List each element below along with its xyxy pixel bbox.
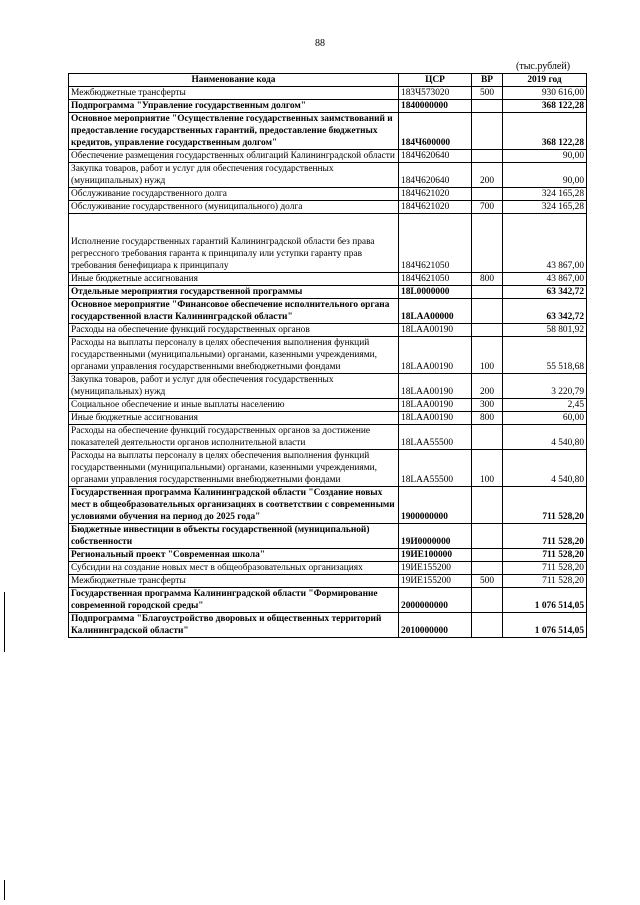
row-sum-cell: 43 867,00 (503, 273, 587, 286)
row-csr-cell: 19ИЕ155200 (399, 562, 472, 575)
row-csr-cell: 184Ч600000 (399, 113, 472, 150)
row-sum-cell: 3 220,79 (503, 374, 587, 399)
row-sum-cell: 711 528,20 (503, 575, 587, 588)
row-csr-cell: 1840000000 (399, 100, 472, 113)
table-row (69, 613, 587, 638)
table-row (69, 214, 587, 273)
row-vr-cell: 500 (472, 87, 503, 100)
row-sum-cell: 711 528,20 (503, 562, 587, 575)
row-name-cell: Обеспечение размещения государственных облигаций Калининградской области (69, 150, 399, 163)
budget-table (68, 73, 587, 638)
table-row (69, 324, 587, 337)
row-vr-cell: 300 (472, 399, 503, 412)
row-csr-cell: 18LAA55500 (399, 425, 472, 450)
row-csr-cell: 18L0000000 (399, 286, 472, 299)
row-sum-cell: 55 518,68 (503, 337, 587, 374)
row-name-cell: Основное мероприятие "Осуществление государственных заимствований и предоставление государственных гарантий, предоставление бюджетных кредитов, управление государственным долгом" (69, 113, 399, 150)
table-row (69, 273, 587, 286)
row-name-cell: Подпрограмма "Благоустройство дворовых и общественных территорий Калининградской области" (69, 613, 399, 638)
row-vr-cell (472, 425, 503, 450)
row-vr-cell (472, 613, 503, 638)
row-vr-cell (472, 487, 503, 524)
table-header-row (69, 74, 587, 87)
margin-mark-lower (4, 880, 5, 900)
row-vr-cell (472, 588, 503, 613)
table-row (69, 562, 587, 575)
table-row (69, 163, 587, 188)
row-name-cell: Закупка товаров, работ и услуг для обеспечения государственных (муниципальных) нужд (69, 163, 399, 188)
row-vr-cell (472, 286, 503, 299)
table-row (69, 412, 587, 425)
row-csr-cell: 18LAA00190 (399, 412, 472, 425)
row-csr-cell: 18LAA00190 (399, 374, 472, 399)
row-name-cell: Исполнение государственных гарантий Калининградской области без права регрессного требования гаранта к принципалу или уступки гаранту прав требования бенефициара к принципалу (69, 214, 399, 273)
row-vr-cell: 100 (472, 450, 503, 487)
row-vr-cell (472, 562, 503, 575)
row-name-cell: Основное мероприятие "Финансовое обеспечение исполнительного органа государственной власти Калининградской области" (69, 299, 399, 324)
row-sum-cell: 1 076 514,05 (503, 588, 587, 613)
row-sum-cell: 324 165,28 (503, 201, 587, 214)
row-name-cell: Отдельные мероприятия государственной программы (69, 286, 399, 299)
row-csr-cell: 2010000000 (399, 613, 472, 638)
row-sum-cell: 4 540,80 (503, 450, 587, 487)
row-sum-cell: 368 122,28 (503, 113, 587, 150)
table-row (69, 425, 587, 450)
row-csr-cell: 2000000000 (399, 588, 472, 613)
row-csr-cell: 183Ч573020 (399, 87, 472, 100)
row-csr-cell: 184Ч620640 (399, 163, 472, 188)
row-name-cell: Расходы на выплаты персоналу в целях обеспечения выполнения функций государственными (муниципальными) органами, казенными учреждениями, органами управления государственными внебюджетными фондами (69, 450, 399, 487)
table-row (69, 188, 587, 201)
header-name: Наименование кода (69, 74, 399, 87)
row-name-cell: Расходы на обеспечение функций государственных органов за достижение показателей деятельности органов исполнительной власти (69, 425, 399, 450)
row-sum-cell: 930 616,00 (503, 87, 587, 100)
row-vr-cell (472, 524, 503, 549)
row-name-cell: Обслуживание государственного (муниципального) долга (69, 201, 399, 214)
row-name-cell: Социальное обеспечение и иные выплаты населению (69, 399, 399, 412)
table-row (69, 575, 587, 588)
row-name-cell: Бюджетные инвестиции в объекты государственной (муниципальной) собственности (69, 524, 399, 549)
row-sum-cell: 63 342,72 (503, 299, 587, 324)
table-row (69, 487, 587, 524)
row-csr-cell: 18LAA55500 (399, 450, 472, 487)
table-row (69, 549, 587, 562)
row-vr-cell (472, 150, 503, 163)
page-number: 88 (315, 38, 325, 49)
table-row (69, 299, 587, 324)
row-sum-cell: 2,45 (503, 399, 587, 412)
row-sum-cell: 711 528,20 (503, 524, 587, 549)
table-row (69, 286, 587, 299)
table-row (69, 201, 587, 214)
table-row (69, 87, 587, 100)
row-name-cell: Межбюджетные трансферты (69, 575, 399, 588)
row-sum-cell: 711 528,20 (503, 487, 587, 524)
row-csr-cell: 18LAA00190 (399, 324, 472, 337)
margin-mark-upper (4, 592, 5, 652)
row-csr-cell: 184Ч621050 (399, 273, 472, 286)
row-vr-cell (472, 100, 503, 113)
units-label: (тыс.рублей) (516, 61, 571, 72)
row-sum-cell: 58 801,92 (503, 324, 587, 337)
row-name-cell: Подпрограмма "Управление государственным долгом" (69, 100, 399, 113)
row-name-cell: Закупка товаров, работ и услуг для обеспечения государственных (муниципальных) нужд (69, 374, 399, 399)
header-csr: ЦСР (399, 74, 472, 87)
row-vr-cell: 500 (472, 575, 503, 588)
row-vr-cell: 100 (472, 337, 503, 374)
table-row (69, 450, 587, 487)
row-csr-cell: 184Ч621020 (399, 201, 472, 214)
row-vr-cell: 200 (472, 374, 503, 399)
row-sum-cell: 63 342,72 (503, 286, 587, 299)
row-vr-cell: 800 (472, 412, 503, 425)
row-vr-cell: 700 (472, 201, 503, 214)
header-year: 2019 год (503, 74, 587, 87)
row-sum-cell: 4 540,80 (503, 425, 587, 450)
row-csr-cell: 1900000000 (399, 487, 472, 524)
table-row (69, 524, 587, 549)
row-sum-cell: 60,00 (503, 412, 587, 425)
row-csr-cell: 19И0000000 (399, 524, 472, 549)
row-vr-cell (472, 324, 503, 337)
row-vr-cell (472, 299, 503, 324)
row-name-cell: Расходы на обеспечение функций государственных органов (69, 324, 399, 337)
table-row (69, 399, 587, 412)
row-vr-cell: 800 (472, 273, 503, 286)
row-name-cell: Межбюджетные трансферты (69, 87, 399, 100)
row-csr-cell: 18LAA00000 (399, 299, 472, 324)
table-row (69, 100, 587, 113)
row-csr-cell: 184Ч621050 (399, 214, 472, 273)
row-name-cell: Обслуживание государственного долга (69, 188, 399, 201)
row-sum-cell: 711 528,20 (503, 549, 587, 562)
row-sum-cell: 368 122,28 (503, 100, 587, 113)
row-csr-cell: 19ИЕ155200 (399, 575, 472, 588)
row-name-cell: Расходы на выплаты персоналу в целях обеспечения выполнения функций государственными (муниципальными) органами, казенными учреждениями, органами управления государственными внебюджетными фондами (69, 337, 399, 374)
row-sum-cell: 1 076 514,05 (503, 613, 587, 638)
row-vr-cell: 200 (472, 163, 503, 188)
header-vr: ВР (472, 74, 503, 87)
row-csr-cell: 184Ч620640 (399, 150, 472, 163)
row-sum-cell: 90,00 (503, 150, 587, 163)
table-row (69, 588, 587, 613)
row-name-cell: Государственная программа Калининградской области "Создание новых мест в общеобразовательных организациях в соответствии с современными условиями обучения на период до 2025 года" (69, 487, 399, 524)
row-name-cell: Региональный проект "Современная школа" (69, 549, 399, 562)
row-vr-cell (472, 214, 503, 273)
row-sum-cell: 43 867,00 (503, 214, 587, 273)
row-name-cell: Государственная программа Калининградской области "Формирование современной городской среды" (69, 588, 399, 613)
table-row (69, 374, 587, 399)
row-name-cell: Иные бюджетные ассигнования (69, 412, 399, 425)
row-csr-cell: 18LAA00190 (399, 337, 472, 374)
row-vr-cell (472, 113, 503, 150)
row-vr-cell (472, 188, 503, 201)
row-name-cell: Субсидии на создание новых мест в общеобразовательных организациях (69, 562, 399, 575)
table-row (69, 337, 587, 374)
row-sum-cell: 90,00 (503, 163, 587, 188)
row-csr-cell: 19ИЕ100000 (399, 549, 472, 562)
table-body (69, 87, 587, 638)
row-sum-cell: 324 165,28 (503, 188, 587, 201)
row-csr-cell: 18LAA00190 (399, 399, 472, 412)
table-row (69, 150, 587, 163)
row-name-cell: Иные бюджетные ассигнования (69, 273, 399, 286)
table-row (69, 113, 587, 150)
row-vr-cell (472, 549, 503, 562)
row-csr-cell: 184Ч621020 (399, 188, 472, 201)
